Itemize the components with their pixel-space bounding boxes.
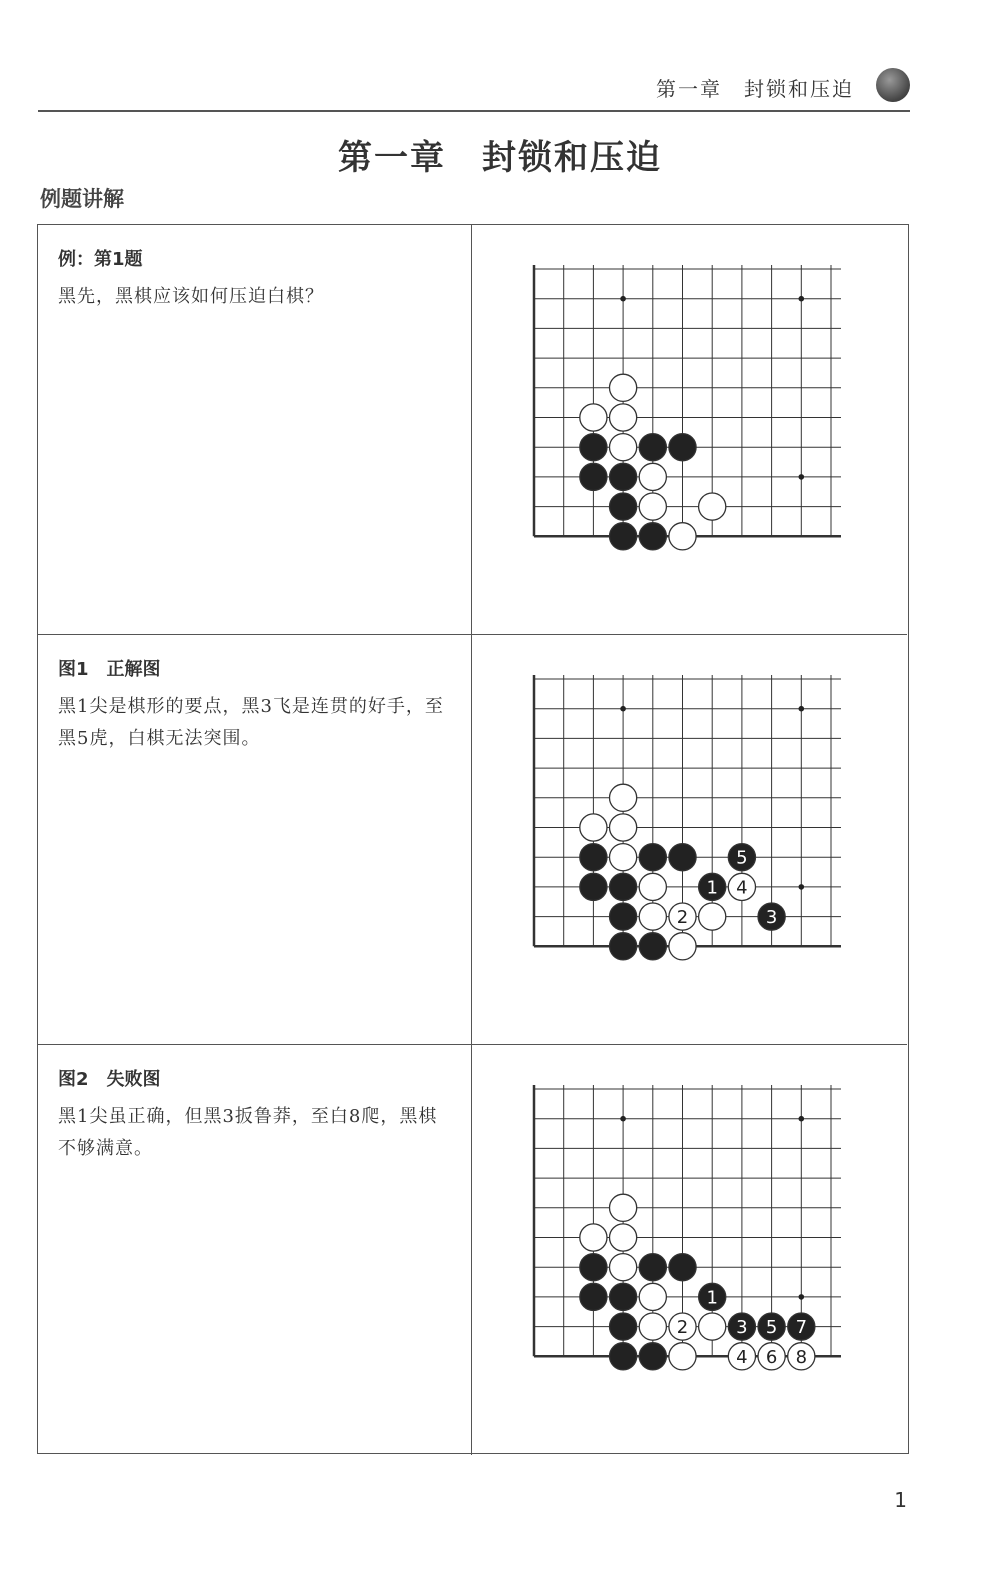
move-number: 1 (706, 877, 718, 899)
problem-label: 图2 失败图 (58, 1069, 161, 1090)
white-stone (610, 434, 637, 461)
move-number: 7 (795, 1317, 808, 1339)
white-stone (639, 903, 666, 930)
star-point (620, 1116, 626, 1122)
go-board (530, 1085, 852, 1407)
black-stone (788, 1313, 815, 1340)
black-stone (669, 434, 696, 461)
black-stone (610, 933, 637, 960)
black-stone (639, 434, 666, 461)
white-stone (610, 1194, 637, 1221)
white-stone (728, 873, 755, 900)
white-stone (639, 873, 666, 900)
go-board (530, 675, 852, 997)
black-stone (610, 903, 637, 930)
black-stone (728, 844, 755, 871)
black-stone (610, 1313, 637, 1340)
white-stone (580, 404, 607, 431)
move-number: 2 (676, 907, 689, 929)
black-stone (610, 493, 637, 520)
black-stone (580, 463, 607, 490)
white-stone (728, 1343, 755, 1370)
board-cell (472, 1045, 907, 1455)
problem-text-cell (38, 635, 472, 1045)
black-stone (639, 1343, 666, 1370)
star-point (799, 884, 805, 890)
black-stone (610, 873, 637, 900)
white-stone (758, 1343, 785, 1370)
board-cell (472, 225, 907, 635)
move-number: 3 (765, 907, 778, 929)
star-point (799, 706, 805, 712)
running-title: 第一章 封锁和压迫 (656, 77, 854, 101)
star-point (799, 296, 805, 302)
problem-example-1 (38, 225, 907, 635)
problem-description: 黑1尖是棋形的要点，黑3飞是连贯的好手，至黑5虎，白棋无法突围。 (58, 696, 444, 749)
problem-figure-1 (38, 635, 907, 1045)
black-stone (639, 933, 666, 960)
page-number: 1 (894, 1488, 907, 1512)
move-number: 8 (795, 1346, 808, 1368)
black-stone (580, 1283, 607, 1310)
black-stone (610, 1343, 637, 1370)
star-point (620, 296, 626, 302)
white-stone (580, 1224, 607, 1251)
running-header (38, 60, 910, 112)
black-stone (669, 844, 696, 871)
white-stone (669, 903, 696, 930)
black-stone (639, 1254, 666, 1281)
white-stone (639, 1283, 666, 1310)
black-stone (580, 844, 607, 871)
black-stone (639, 523, 666, 550)
white-stone (610, 844, 637, 871)
white-stone (669, 1313, 696, 1340)
white-stone (639, 493, 666, 520)
black-stone (610, 523, 637, 550)
white-stone (788, 1343, 815, 1370)
white-stone (699, 903, 726, 930)
white-stone (610, 784, 637, 811)
chapter-dot-icon (876, 68, 910, 102)
move-number: 6 (765, 1346, 778, 1368)
problems-table (37, 224, 909, 1454)
move-number: 1 (706, 1287, 718, 1309)
black-stone (728, 1313, 755, 1340)
black-stone (580, 873, 607, 900)
black-stone (758, 1313, 785, 1340)
black-stone (580, 1254, 607, 1281)
problem-label: 例：第1题 (58, 249, 143, 270)
white-stone (669, 523, 696, 550)
chapter-title: 第一章 封锁和压迫 (338, 138, 662, 178)
black-stone (580, 434, 607, 461)
white-stone (610, 814, 637, 841)
white-stone (639, 1313, 666, 1340)
problem-text-cell (38, 1045, 472, 1455)
star-point (799, 1294, 805, 1300)
white-stone (610, 1254, 637, 1281)
move-number: 5 (736, 847, 748, 869)
black-stone (610, 463, 637, 490)
board-cell (472, 635, 907, 1045)
star-point (799, 1116, 805, 1122)
move-number: 4 (736, 1346, 748, 1368)
star-point (799, 474, 805, 480)
move-number: 4 (736, 877, 748, 899)
move-number: 2 (676, 1317, 689, 1339)
white-stone (699, 493, 726, 520)
white-stone (669, 933, 696, 960)
white-stone (639, 463, 666, 490)
problem-description: 黑先，黑棋应该如何压迫白棋？ (58, 286, 324, 307)
black-stone (758, 903, 785, 930)
section-title: 例题讲解 (40, 187, 124, 211)
black-stone (669, 1254, 696, 1281)
problem-description: 黑1尖虽正确，但黑3扳鲁莽，至白8爬，黑棋不够满意。 (58, 1106, 438, 1159)
black-stone (699, 1283, 726, 1310)
white-stone (610, 404, 637, 431)
move-number: 3 (736, 1317, 748, 1339)
white-stone (610, 1224, 637, 1251)
move-number: 5 (765, 1317, 778, 1339)
black-stone (699, 873, 726, 900)
black-stone (639, 844, 666, 871)
problem-label: 图1 正解图 (58, 659, 161, 680)
white-stone (669, 1343, 696, 1370)
go-board (530, 265, 852, 587)
black-stone (610, 1283, 637, 1310)
star-point (620, 706, 626, 712)
white-stone (699, 1313, 726, 1340)
white-stone (610, 374, 637, 401)
white-stone (580, 814, 607, 841)
problem-text-cell (38, 225, 472, 635)
problem-figure-2 (38, 1045, 907, 1455)
